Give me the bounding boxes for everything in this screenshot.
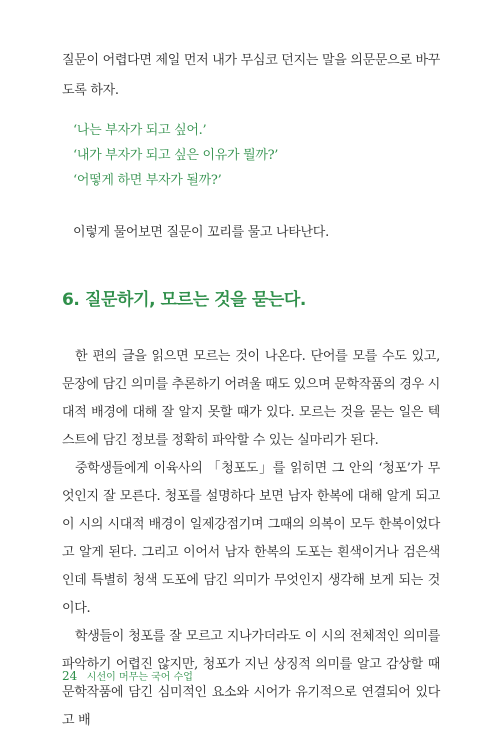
quote-line: ‘나는 부자가 되고 싶어.’ [73,123,207,138]
body-paragraph: 한 편의 글을 읽으면 모르는 것이 나온다. 단어를 모를 수도 있고, 문장에 담긴 의미를 추론하기 어려울 때도 있으며 문학작품의 경우 시대적 배경에 대해 잘 알지 못할 때가 있다. 모르는 것을 묻는 일은 텍스트에 담긴 정보를 정확히 파악할 수 있는 실마리가 된다. [62,349,440,448]
section-heading: 6. 질문하기, 모르는 것을 묻는다. [62,290,306,310]
quote-line: ‘어떻게 하면 부자가 될까?’ [73,173,222,188]
body-paragraph: 학생들이 청포를 잘 모르고 지나가더라도 이 시의 전체적인 의미를 파악하기 어렵진 않지만, 청포가 지닌 상징적 의미를 알고 감상할 때 문학작품에 담긴 심미적인 요소와 시어가 유기적으로 연결되어 있다고 배 [62,629,440,728]
page-number: 24 [62,669,78,683]
quote-list [73,118,278,193]
followup-paragraph: 이렇게 물어보면 질문이 꼬리를 물고 나타난다. [73,225,329,240]
page-footer [62,668,193,686]
intro-paragraph: 질문이 어렵다면 제일 먼저 내가 무심코 던지는 말을 의문문으로 바꾸도록 하자. [62,53,440,98]
running-title: 시선이 머무는 국어 수업 [86,672,193,683]
quote-line: ‘내가 부자가 되고 싶은 이유가 뭘까?’ [73,148,279,163]
body-paragraph: 중학생들에게 이육사의 「청포도」를 읽히면 그 안의 ‘청포’가 무엇인지 잘 모른다. 청포를 설명하다 보면 남자 한복에 대해 알게 되고 이 시의 시대적 배경이 일제강점기며 그때의 의복이 모두 한복이었다고 알게 된다. 그리고 이어서 남자 한복의 도포는 흰색이거나 검은색인데 특별히 청색 도포에 담긴 의미가 무엇인지 생각해 보게 되는 것이다. [62,461,440,616]
